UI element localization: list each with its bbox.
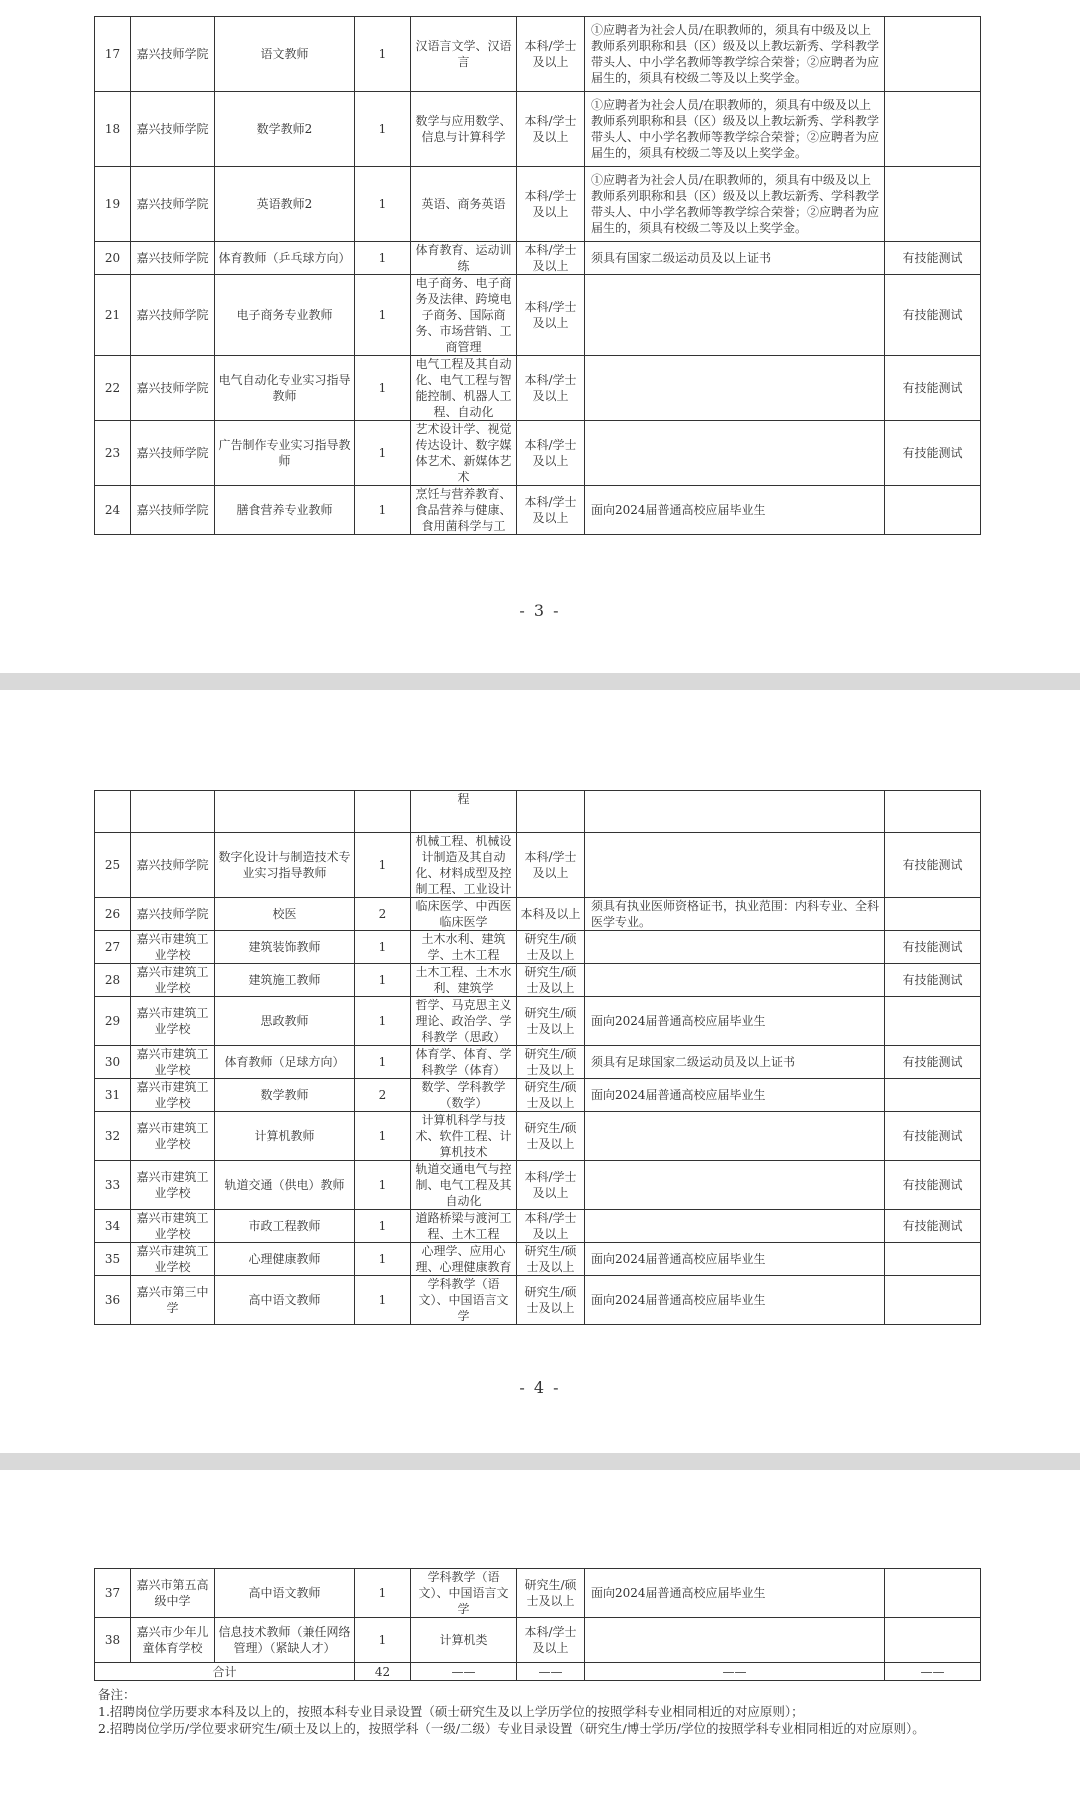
- requirements-cell: [585, 356, 885, 421]
- remarks-section: [98, 1686, 978, 1737]
- requirements-cell: [585, 931, 885, 964]
- table-row: [95, 421, 981, 486]
- education-cell: 本科/学士及以上: [517, 356, 585, 421]
- count-cell: 1: [355, 17, 411, 92]
- post-cell: 体育教师（足球方向）: [215, 1046, 355, 1079]
- remark-cell: 有技能测试: [885, 931, 981, 964]
- dash-cell: ——: [411, 1663, 517, 1681]
- no-cell: 36: [95, 1276, 131, 1325]
- post-cell: 市政工程教师: [215, 1210, 355, 1243]
- no-cell: 26: [95, 898, 131, 931]
- page-number: - 3 -: [519, 601, 561, 620]
- no-cell: 27: [95, 931, 131, 964]
- education-cell: 本科/学士及以上: [517, 1618, 585, 1663]
- document-page-3: [0, 0, 1080, 673]
- requirements-cell: [585, 1112, 885, 1161]
- education-cell: 研究生/硕士及以上: [517, 931, 585, 964]
- remark-cell: [885, 486, 981, 535]
- unit-cell: 嘉兴市建筑工业学校: [131, 1243, 215, 1276]
- count-cell: 2: [355, 1079, 411, 1112]
- no-cell: 19: [95, 167, 131, 242]
- requirements-cell: 须具有执业医师资格证书，执业范围：内科专业、全科医学专业。: [585, 898, 885, 931]
- page-number: - 4 -: [519, 1378, 561, 1397]
- education-cell: 研究生/硕士及以上: [517, 1112, 585, 1161]
- major-cell: 体育教育、运动训练: [411, 242, 517, 275]
- count-cell: 1: [355, 486, 411, 535]
- no-cell: 37: [95, 1569, 131, 1618]
- table-row: [95, 1618, 981, 1663]
- major-cell: 程: [411, 791, 517, 833]
- major-cell: 计算机科学与技术、软件工程、计算机技术: [411, 1112, 517, 1161]
- count-cell: 1: [355, 1112, 411, 1161]
- requirements-cell: 面向2024届普通高校应届毕业生: [585, 486, 885, 535]
- remark-cell: [885, 167, 981, 242]
- table-row: [95, 1243, 981, 1276]
- remark-cell: [885, 1243, 981, 1276]
- remark-cell: [885, 997, 981, 1046]
- post-cell: 计算机教师: [215, 1112, 355, 1161]
- post-cell: 思政教师: [215, 997, 355, 1046]
- no-cell: 21: [95, 275, 131, 356]
- remark-cell: [885, 898, 981, 931]
- unit-cell: 嘉兴技师学院: [131, 92, 215, 167]
- requirements-cell: [585, 833, 885, 898]
- count-cell: 1: [355, 931, 411, 964]
- requirements-cell: 面向2024届普通高校应届毕业生: [585, 1276, 885, 1325]
- no-cell: 25: [95, 833, 131, 898]
- remark-cell: [885, 1276, 981, 1325]
- requirements-cell: [585, 275, 885, 356]
- education-cell: 研究生/硕士及以上: [517, 1046, 585, 1079]
- education-cell: 研究生/硕士及以上: [517, 1569, 585, 1618]
- table-row-total: [95, 1663, 981, 1681]
- table-row: [95, 931, 981, 964]
- table-row: [95, 1112, 981, 1161]
- education-cell: 本科/学士及以上: [517, 421, 585, 486]
- requirements-cell: [585, 1161, 885, 1210]
- dash-cell: ——: [885, 1663, 981, 1681]
- no-cell: 33: [95, 1161, 131, 1210]
- table-row-continuation: [95, 791, 981, 833]
- remarks-item-2: 2.招聘岗位学历/学位要求研究生/硕士及以上的，按照学科（一级/二级）专业目录设置（研究生/博士学历/学位的按照学科专业相同相近的对应原则）。: [98, 1721, 925, 1736]
- major-cell: 电气工程及其自动化、电气工程与智能控制、机器人工程、自动化: [411, 356, 517, 421]
- remark-cell: [885, 1079, 981, 1112]
- table-row: [95, 898, 981, 931]
- remark-cell: 有技能测试: [885, 1046, 981, 1079]
- education-cell: 研究生/硕士及以上: [517, 997, 585, 1046]
- post-cell: 建筑装饰教师: [215, 931, 355, 964]
- remark-cell: 有技能测试: [885, 1161, 981, 1210]
- requirements-cell: 面向2024届普通高校应届毕业生: [585, 1569, 885, 1618]
- count-cell: 1: [355, 1569, 411, 1618]
- post-cell: 高中语文教师: [215, 1569, 355, 1618]
- remark-cell: 有技能测试: [885, 356, 981, 421]
- major-cell: 机械工程、机械设计制造及其自动化、材料成型及控制工程、工业设计: [411, 833, 517, 898]
- education-cell: 本科/学士及以上: [517, 486, 585, 535]
- major-cell: 汉语言文学、汉语言: [411, 17, 517, 92]
- table-row: [95, 1079, 981, 1112]
- unit-cell: 嘉兴技师学院: [131, 275, 215, 356]
- post-cell: 膳食营养专业教师: [215, 486, 355, 535]
- count-cell: 1: [355, 1618, 411, 1663]
- count-cell: 1: [355, 997, 411, 1046]
- unit-cell: 嘉兴市建筑工业学校: [131, 1210, 215, 1243]
- post-cell: 广告制作专业实习指导教师: [215, 421, 355, 486]
- table-row: [95, 17, 981, 92]
- post-cell: 建筑施工教师: [215, 964, 355, 997]
- remark-cell: [885, 1618, 981, 1663]
- table-row: [95, 275, 981, 356]
- major-cell: 学科教学（语文）、中国语言文学: [411, 1569, 517, 1618]
- remark-cell: 有技能测试: [885, 275, 981, 356]
- requirements-cell: 须具有足球国家二级运动员及以上证书: [585, 1046, 885, 1079]
- remark-cell: 有技能测试: [885, 833, 981, 898]
- education-cell: 本科/学士及以上: [517, 92, 585, 167]
- count-cell: 1: [355, 356, 411, 421]
- major-cell: 电子商务、电子商务及法律、跨境电子商务、国际商务、市场营销、工商管理: [411, 275, 517, 356]
- major-cell: 心理学、应用心理、心理健康教育: [411, 1243, 517, 1276]
- no-cell: 23: [95, 421, 131, 486]
- requirements-cell: 须具有国家二级运动员及以上证书: [585, 242, 885, 275]
- unit-cell: 嘉兴市第三中学: [131, 1276, 215, 1325]
- post-cell: 轨道交通（供电）教师: [215, 1161, 355, 1210]
- table-row: [95, 1276, 981, 1325]
- requirements-cell: ①应聘者为社会人员/在职教师的，须具有中级及以上教师系列职称和县（区）级及以上教坛新秀、学科教学带头人、中小学名教师等教学综合荣誉；②应聘者为应届生的，须具有校级二等及以上奖学金。: [585, 17, 885, 92]
- education-cell: 本科/学士及以上: [517, 167, 585, 242]
- no-cell: 18: [95, 92, 131, 167]
- post-cell: 数学教师2: [215, 92, 355, 167]
- count-cell: 1: [355, 1210, 411, 1243]
- education-cell: 本科及以上: [517, 898, 585, 931]
- post-cell: 电气自动化专业实习指导教师: [215, 356, 355, 421]
- unit-cell: 嘉兴技师学院: [131, 898, 215, 931]
- no-cell: 32: [95, 1112, 131, 1161]
- remark-cell: [885, 17, 981, 92]
- table-row: [95, 167, 981, 242]
- post-cell: 数字化设计与制造技术专业实习指导教师: [215, 833, 355, 898]
- major-cell: 学科教学（语文）、中国语言文学: [411, 1276, 517, 1325]
- unit-cell: 嘉兴市建筑工业学校: [131, 964, 215, 997]
- remarks-title: 备注：: [98, 1687, 136, 1702]
- major-cell: 轨道交通电气与控制、电气工程及其自动化: [411, 1161, 517, 1210]
- table-row: [95, 997, 981, 1046]
- post-cell: 体育教师（乒乓球方向）: [215, 242, 355, 275]
- no-cell: 35: [95, 1243, 131, 1276]
- table-row: [95, 92, 981, 167]
- no-cell: 29: [95, 997, 131, 1046]
- count-cell: 1: [355, 833, 411, 898]
- post-cell: 电子商务专业教师: [215, 275, 355, 356]
- count-cell: 1: [355, 275, 411, 356]
- major-cell: 数学、学科教学（数学）: [411, 1079, 517, 1112]
- table-row: [95, 356, 981, 421]
- requirements-cell: 面向2024届普通高校应届毕业生: [585, 1243, 885, 1276]
- unit-cell: 嘉兴市少年儿童体育学校: [131, 1618, 215, 1663]
- post-cell: 校医: [215, 898, 355, 931]
- count-cell: 1: [355, 242, 411, 275]
- unit-cell: 嘉兴技师学院: [131, 833, 215, 898]
- education-cell: 本科/学士及以上: [517, 1161, 585, 1210]
- count-cell: 1: [355, 964, 411, 997]
- remark-cell: 有技能测试: [885, 421, 981, 486]
- education-cell: 本科/学士及以上: [517, 1210, 585, 1243]
- table-row: [95, 486, 981, 535]
- total-count: 42: [355, 1663, 411, 1681]
- count-cell: 1: [355, 1243, 411, 1276]
- unit-cell: 嘉兴市建筑工业学校: [131, 1161, 215, 1210]
- count-cell: 1: [355, 92, 411, 167]
- requirements-cell: 面向2024届普通高校应届毕业生: [585, 1079, 885, 1112]
- dash-cell: ——: [517, 1663, 585, 1681]
- remark-cell: [885, 1569, 981, 1618]
- unit-cell: 嘉兴市建筑工业学校: [131, 1079, 215, 1112]
- major-cell: 道路桥梁与渡河工程、土木工程: [411, 1210, 517, 1243]
- count-cell: 1: [355, 1276, 411, 1325]
- unit-cell: 嘉兴技师学院: [131, 17, 215, 92]
- unit-cell: 嘉兴市建筑工业学校: [131, 1046, 215, 1079]
- requirements-cell: 面向2024届普通高校应届毕业生: [585, 997, 885, 1046]
- recruitment-table-page-4: [94, 790, 981, 1325]
- unit-cell: 嘉兴市建筑工业学校: [131, 931, 215, 964]
- no-cell: 20: [95, 242, 131, 275]
- post-cell: 语文教师: [215, 17, 355, 92]
- table-row: [95, 1046, 981, 1079]
- table-row: [95, 964, 981, 997]
- remarks-item-1: 1.招聘岗位学历要求本科及以上的，按照本科专业目录设置（硕士研究生及以上学历学位的按照学科专业相同相近的对应原则）；: [98, 1704, 804, 1719]
- major-cell: 英语、商务英语: [411, 167, 517, 242]
- table-row: [95, 1210, 981, 1243]
- no-cell: 34: [95, 1210, 131, 1243]
- major-cell: 艺术设计学、视觉传达设计、数字媒体艺术、新媒体艺术: [411, 421, 517, 486]
- no-cell: 38: [95, 1618, 131, 1663]
- education-cell: 本科/学士及以上: [517, 17, 585, 92]
- requirements-cell: [585, 1618, 885, 1663]
- table-row: [95, 833, 981, 898]
- post-cell: 信息技术教师（兼任网络管理）（紧缺人才）: [215, 1618, 355, 1663]
- unit-cell: 嘉兴技师学院: [131, 421, 215, 486]
- major-cell: 烹饪与营养教育、食品营养与健康、食用菌科学与工: [411, 486, 517, 535]
- unit-cell: 嘉兴技师学院: [131, 486, 215, 535]
- recruitment-table-page-3: [94, 16, 981, 535]
- major-cell: 土木工程、土木水利、建筑学: [411, 964, 517, 997]
- table-row: [95, 1161, 981, 1210]
- post-cell: 心理健康教师: [215, 1243, 355, 1276]
- remark-cell: [885, 92, 981, 167]
- major-cell: 临床医学、中西医临床医学: [411, 898, 517, 931]
- remark-cell: 有技能测试: [885, 1112, 981, 1161]
- education-cell: 研究生/硕士及以上: [517, 1079, 585, 1112]
- count-cell: 1: [355, 167, 411, 242]
- count-cell: 1: [355, 421, 411, 486]
- unit-cell: 嘉兴市建筑工业学校: [131, 1112, 215, 1161]
- requirements-cell: ①应聘者为社会人员/在职教师的，须具有中级及以上教师系列职称和县（区）级及以上教坛新秀、学科教学带头人、中小学名教师等教学综合荣誉；②应聘者为应届生的，须具有校级二等及以上奖学金。: [585, 167, 885, 242]
- major-cell: 哲学、马克思主义理论、政治学、学科教学（思政）: [411, 997, 517, 1046]
- no-cell: 22: [95, 356, 131, 421]
- requirements-cell: [585, 1210, 885, 1243]
- count-cell: 1: [355, 1046, 411, 1079]
- requirements-cell: ①应聘者为社会人员/在职教师的，须具有中级及以上教师系列职称和县（区）级及以上教坛新秀、学科教学带头人、中小学名教师等教学综合荣誉；②应聘者为应届生的，须具有校级二等及以上奖学金。: [585, 92, 885, 167]
- major-cell: 体育学、体育、学科教学（体育）: [411, 1046, 517, 1079]
- requirements-cell: [585, 964, 885, 997]
- education-cell: 本科/学士及以上: [517, 833, 585, 898]
- education-cell: 研究生/硕士及以上: [517, 1243, 585, 1276]
- recruitment-table-page-5: [94, 1568, 981, 1681]
- document-page-5: [0, 1470, 1080, 1796]
- unit-cell: 嘉兴市第五高级中学: [131, 1569, 215, 1618]
- education-cell: 研究生/硕士及以上: [517, 964, 585, 997]
- dash-cell: ——: [585, 1663, 885, 1681]
- education-cell: 本科/学士及以上: [517, 242, 585, 275]
- unit-cell: 嘉兴技师学院: [131, 356, 215, 421]
- document-page-4: [0, 690, 1080, 1453]
- no-cell: 28: [95, 964, 131, 997]
- count-cell: 1: [355, 1161, 411, 1210]
- remark-cell: 有技能测试: [885, 1210, 981, 1243]
- major-cell: 数学与应用数学、信息与计算科学: [411, 92, 517, 167]
- post-cell: 数学教师: [215, 1079, 355, 1112]
- total-label: 合计: [95, 1663, 355, 1681]
- count-cell: 2: [355, 898, 411, 931]
- education-cell: 研究生/硕士及以上: [517, 1276, 585, 1325]
- post-cell: 高中语文教师: [215, 1276, 355, 1325]
- education-cell: 本科/学士及以上: [517, 275, 585, 356]
- no-cell: 17: [95, 17, 131, 92]
- no-cell: 30: [95, 1046, 131, 1079]
- no-cell: 31: [95, 1079, 131, 1112]
- major-cell: 土木水利、建筑学、土木工程: [411, 931, 517, 964]
- unit-cell: 嘉兴技师学院: [131, 167, 215, 242]
- remark-cell: 有技能测试: [885, 242, 981, 275]
- requirements-cell: [585, 421, 885, 486]
- major-cell: 计算机类: [411, 1618, 517, 1663]
- no-cell: 24: [95, 486, 131, 535]
- unit-cell: 嘉兴市建筑工业学校: [131, 997, 215, 1046]
- remark-cell: 有技能测试: [885, 964, 981, 997]
- table-row: [95, 1569, 981, 1618]
- post-cell: 英语教师2: [215, 167, 355, 242]
- unit-cell: 嘉兴技师学院: [131, 242, 215, 275]
- table-row: [95, 242, 981, 275]
